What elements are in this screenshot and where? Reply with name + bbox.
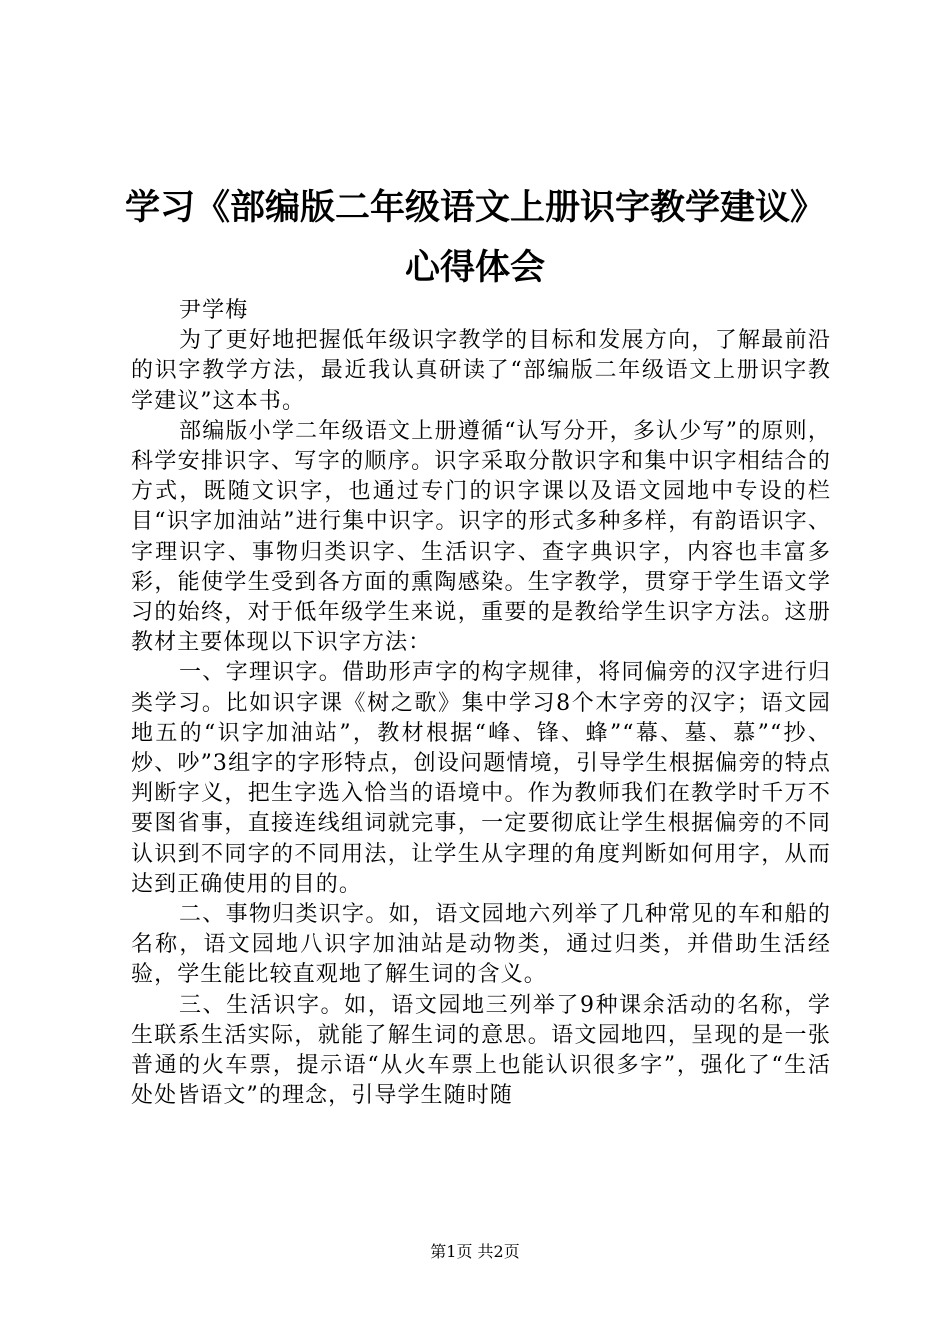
page-number-footer: 第1页 共2页 (430, 1242, 520, 1261)
paragraph-method-3: 三、生活识字。如，语文园地三列举了9种课余活动的名称，学生联系生活实际，就能了解生词的意思。语文园地四，呈现的是一张普通的火车票，提示语“从火车票上也能认识很多字”，强化了“生活处处皆语文”的理念，引导学生随时随 (131, 992, 831, 1109)
document-title-line2: 心得体会 (404, 247, 545, 288)
paragraph-overview: 部编版小学二年级语文上册遵循“认写分开，多认少写”的原则，科学安排识字、写字的顺序。识字采取分散识字和集中识字相结合的方式，既随文识字，也通过专门的识字课以及语文园地中专设的栏目“识字加油站”进行集中识字。识字的形式多种多样，有韵语识字、字理识字、事物归类识字、生活识字、查字典识字，内容也丰富多彩，能使学生受到各方面的熏陶感染。生字教学，贯穿于学生语文学习的始终，对于低年级学生来说，重要的是教给学生识字方法。这册教材主要体现以下识字方法： (131, 418, 831, 656)
document-body (131, 296, 831, 1111)
paragraph-intro: 为了更好地把握低年级识字教学的目标和发展方向，了解最前沿的识字教学方法，最近我认真研读了“部编版二年级语文上册识字教学建议”这本书。 (131, 328, 831, 414)
paragraph-method-2: 二、事物归类识字。如，语文园地六列举了几种常见的车和船的名称，语文园地八识字加油站是动物类，通过归类，并借助生活经验，学生能比较直观地了解生词的含义。 (131, 902, 831, 988)
paragraph-method-1: 一、字理识字。借助形声字的构字规律，将同偏旁的汉字进行归类学习。比如识字课《树之歌》集中学习8个木字旁的汉字；语文园地五的“识字加油站”，教材根据“峰、锋、蜂”“幕、墓、慕”“抄、炒、吵”3组字的字形特点，创设问题情境，引导学生根据偏旁的特点判断字义，把生字选入恰当的语境中。作为教师我们在教学时千万不要图省事，直接连线组词就完事，一定要彻底让学生根据偏旁的不同认识到不同字的不同用法，让学生从字理的角度判断如何用字，从而达到正确使用的目的。 (131, 660, 831, 897)
document-title: 学习《部编版二年级语文上册识字教学建议》 (124, 187, 825, 228)
author-line: 尹学梅 (179, 298, 249, 323)
